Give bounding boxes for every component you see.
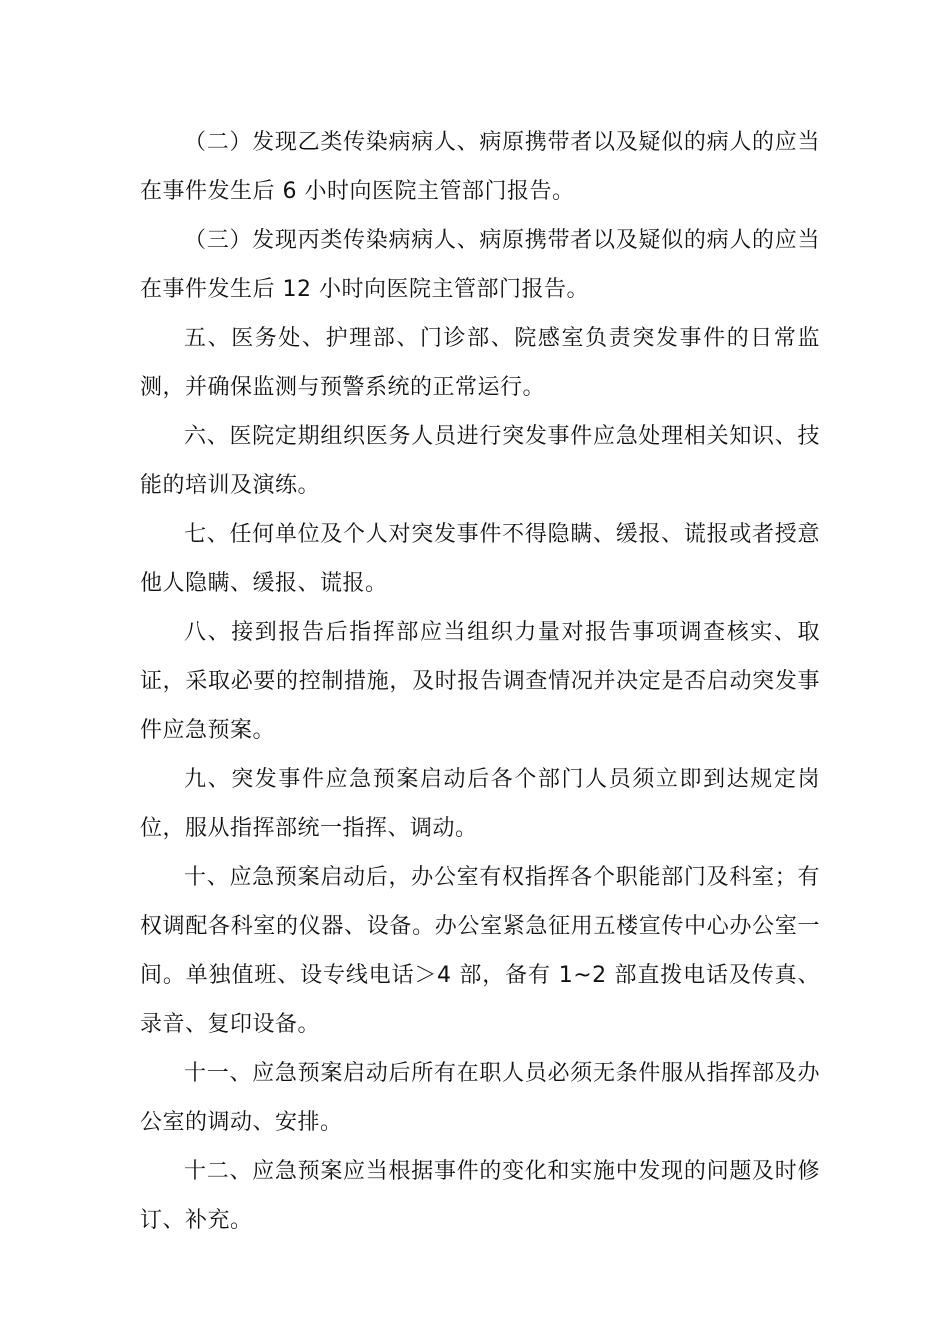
paragraph-item-5: 五、医务处、护理部、门诊部、院感室负责突发事件的日常监测，并确保监测与预警系统的正常运行。	[140, 326, 820, 400]
paragraph-item-10: 十、应急预案启动后，办公室有权指挥各个职能部门及科室；有权调配各科室的仪器、设备。办公室紧急征用五楼宣传中心办公室一间。单独值班、设专线电话＞4 部，备有 1~2 部直拨电话及传真、录音、复印设备。	[140, 865, 820, 1037]
document-body	[140, 118, 820, 1245]
paragraph-item-8: 八、接到报告后指挥部应当组织力量对报告事项调查核实、取证，采取必要的控制措施，及时报告调查情况并决定是否启动突发事件应急预案。	[140, 620, 820, 743]
paragraph-class-b-report: （二）发现乙类传染病病人、病原携带者以及疑似的病人的应当在事件发生后 6 小时向医院主管部门报告。	[140, 130, 820, 204]
paragraph-item-7: 七、任何单位及个人对突发事件不得隐瞒、缓报、谎报或者授意他人隐瞒、缓报、谎报。	[140, 522, 820, 596]
paragraph-item-9: 九、突发事件应急预案启动后各个部门人员须立即到达规定岗位，服从指挥部统一指挥、调动。	[140, 767, 820, 841]
paragraph-class-c-report: （三）发现丙类传染病病人、病原携带者以及疑似的病人的应当在事件发生后 12 小时向医院主管部门报告。	[140, 228, 820, 302]
paragraph-item-11: 十一、应急预案启动后所有在职人员必须无条件服从指挥部及办公室的调动、安排。	[140, 1061, 820, 1135]
paragraph-item-12: 十二、应急预案应当根据事件的变化和实施中发现的问题及时修订、补充。	[140, 1159, 820, 1233]
paragraph-item-6: 六、医院定期组织医务人员进行突发事件应急处理相关知识、技能的培训及演练。	[140, 424, 820, 498]
